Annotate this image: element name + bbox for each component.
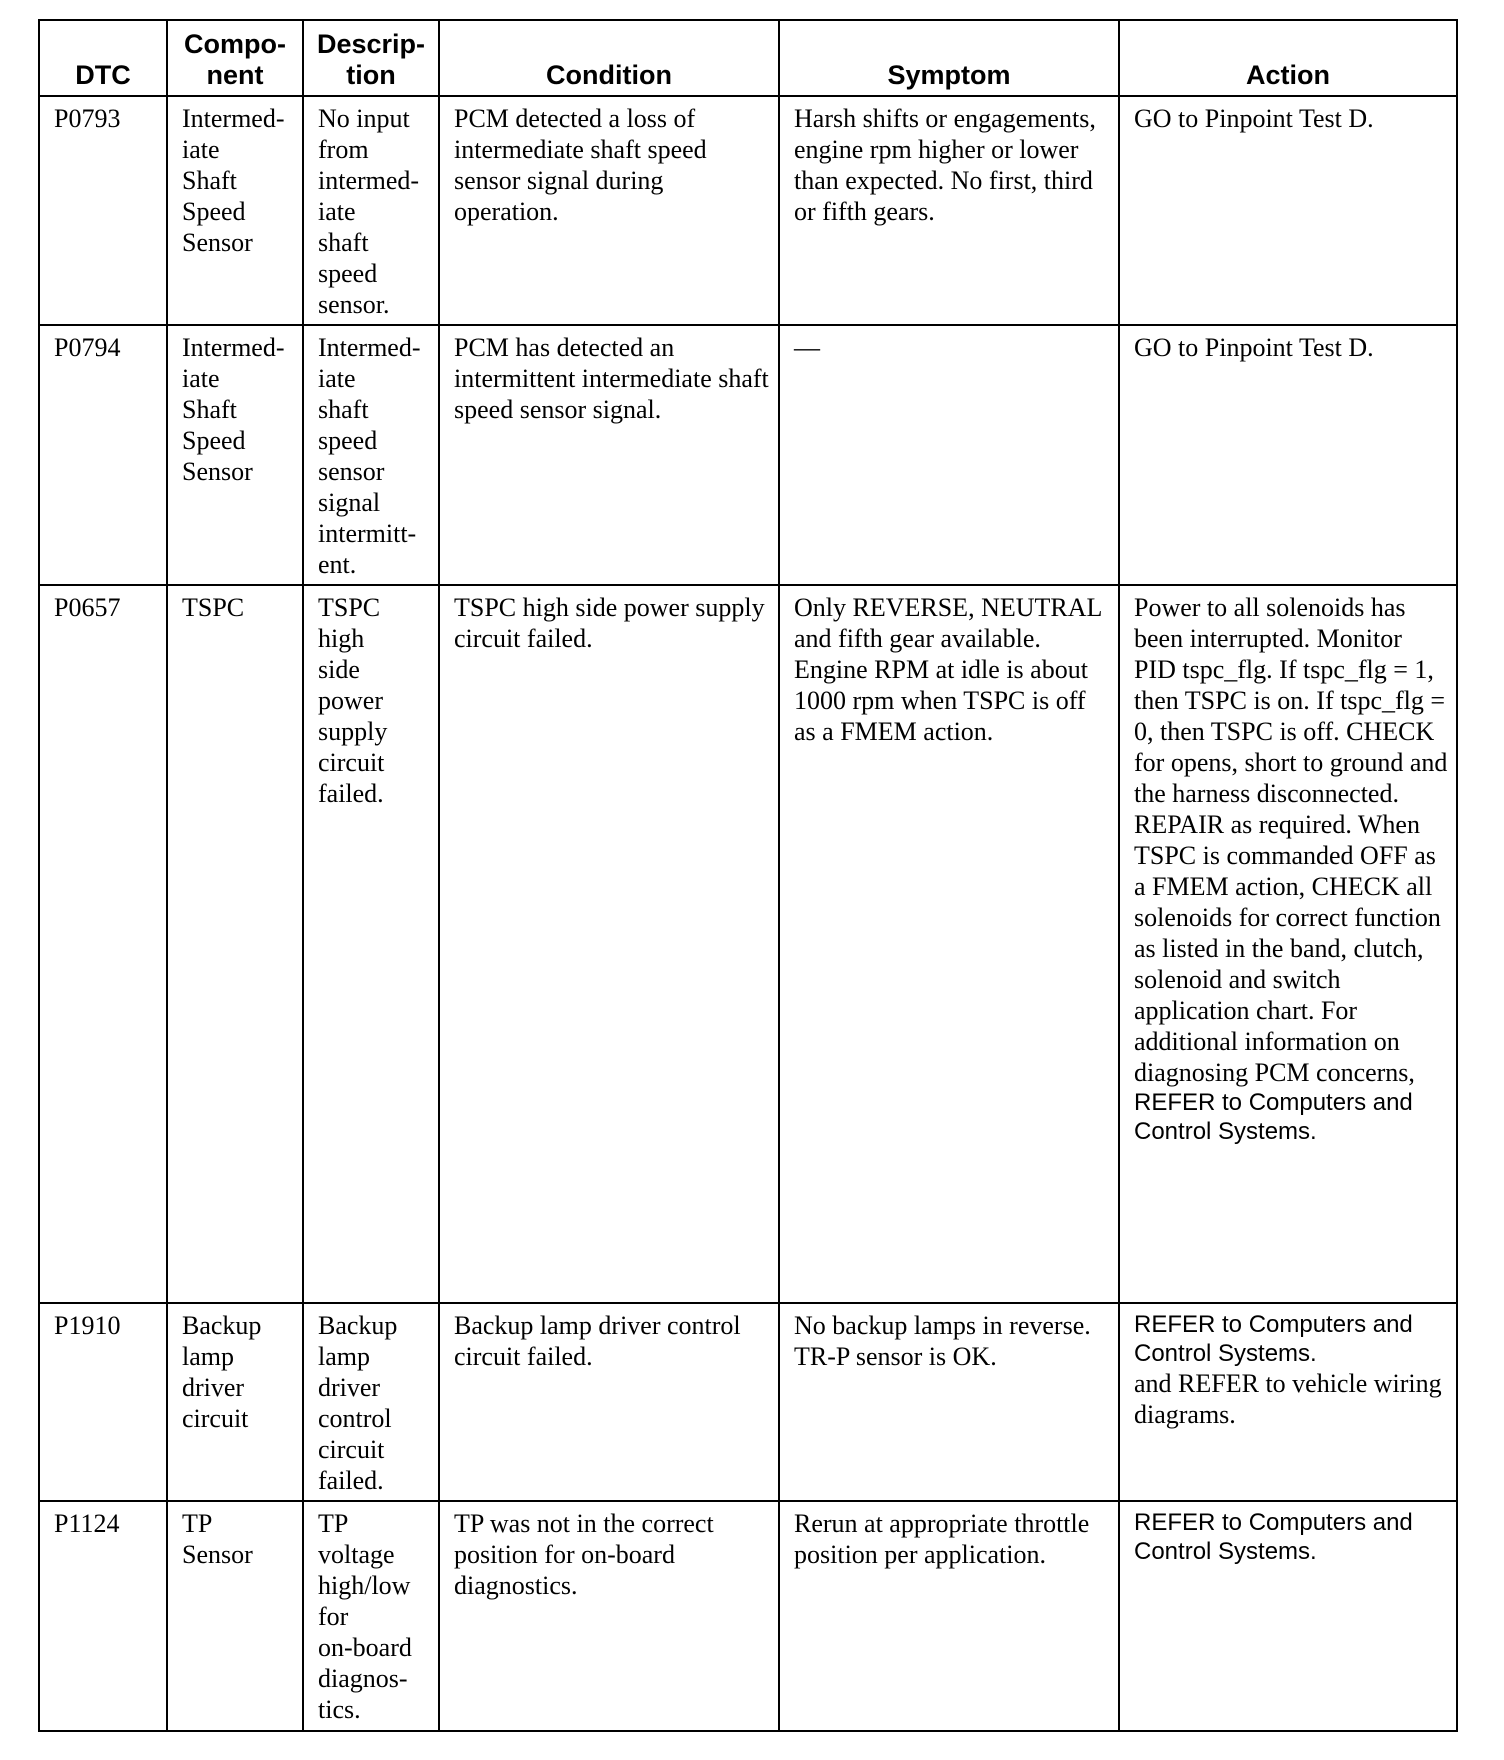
header-description: Descrip- tion [303,20,439,96]
cell-action [1119,1303,1457,1501]
table-row [39,325,1457,585]
cell-component: Backup lamp driver circuit [167,1303,303,1501]
table-row [39,1501,1457,1731]
dtc-table [38,19,1458,1732]
cell-component: Intermed- iate Shaft Speed Sensor [167,325,303,585]
cell-dtc: P1910 [39,1303,167,1501]
cell-description: TSPC high side power supply circuit failed. [303,585,439,1303]
action-refer-text: REFER to Computers and Control Systems. [1134,1311,1413,1367]
cell-component: TSPC [167,585,303,1303]
table-row [39,585,1457,1303]
action-refer-text: REFER to Computers and Control Systems. [1134,1509,1413,1565]
cell-component: TP Sensor [167,1501,303,1731]
header-action: Action [1119,20,1457,96]
table-row [39,96,1457,325]
cell-description: TP voltage high/low for on-board diagnos- tics. [303,1501,439,1731]
cell-symptom: No backup lamps in reverse. TR-P sensor is OK. [779,1303,1119,1501]
action-refer-text: REFER to Computers and Control Systems. [1134,1089,1413,1145]
header-dtc: DTC [39,20,167,96]
cell-dtc: P0793 [39,96,167,325]
cell-condition: TP was not in the correct position for on-board diagnostics. [439,1501,779,1731]
table-body [39,96,1457,1731]
header-symptom: Symptom [779,20,1119,96]
cell-symptom: — [779,325,1119,585]
header-component: Compo- nent [167,20,303,96]
cell-description: Intermed- iate shaft speed sensor signal intermitt- ent. [303,325,439,585]
cell-action: GO to Pinpoint Test D. [1119,96,1457,325]
cell-condition: Backup lamp driver control circuit failed. [439,1303,779,1501]
cell-symptom: Harsh shifts or engagements, engine rpm higher or lower than expected. No first, third or fifth gears. [779,96,1119,325]
cell-condition: PCM has detected an intermittent intermediate shaft speed sensor signal. [439,325,779,585]
action-text: Power to all solenoids has been interrupted. Monitor PID tspc_flg. If tspc_flg = 1, then TSPC is on. If tspc_flg = 0, then TSPC is off. CHECK for opens, short to ground and the harness disconnected. REPAIR as required. When TSPC is commanded OFF as a FMEM action, CHECK all solenoids for correct function as listed in the band, clutch, solenoid and switch application chart. For additional information on diagnosing PCM concerns, [1134,593,1448,1087]
cell-condition: PCM detected a loss of intermediate shaft speed sensor signal during operation. [439,96,779,325]
cell-symptom: Only REVERSE, NEUTRAL and fifth gear available. Engine RPM at idle is about 1000 rpm when TSPC is off as a FMEM action. [779,585,1119,1303]
action-text: and REFER to vehicle wiring diagrams. [1134,1369,1442,1429]
header-row [39,20,1457,96]
table-row [39,1303,1457,1501]
cell-action [1119,585,1457,1303]
cell-action [1119,1501,1457,1731]
header-condition: Condition [439,20,779,96]
table-header [39,20,1457,96]
cell-condition: TSPC high side power supply circuit failed. [439,585,779,1303]
cell-dtc: P0794 [39,325,167,585]
cell-action: GO to Pinpoint Test D. [1119,325,1457,585]
cell-description: No input from intermed- iate shaft speed sensor. [303,96,439,325]
cell-dtc: P0657 [39,585,167,1303]
cell-dtc: P1124 [39,1501,167,1731]
cell-component: Intermed- iate Shaft Speed Sensor [167,96,303,325]
cell-description: Backup lamp driver control circuit failed. [303,1303,439,1501]
cell-symptom: Rerun at appropriate throttle position per application. [779,1501,1119,1731]
